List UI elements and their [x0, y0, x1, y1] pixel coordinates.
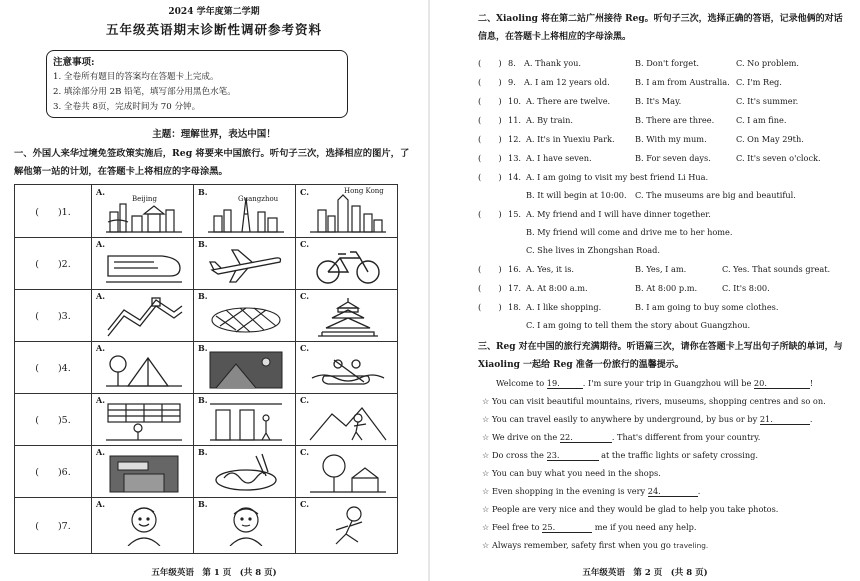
choice-a: A. It's in Yuexiu Park.	[526, 134, 615, 144]
tip-text-end: .	[809, 414, 813, 424]
answer-paren[interactable]: ( )	[478, 78, 502, 88]
tip-6	[482, 486, 700, 497]
tip-text: ☆ Always remember, safety first when you go	[482, 540, 674, 550]
exam-title: 五年级英语期末诊断性调研参考资料	[105, 22, 322, 37]
option-letter: C.	[300, 395, 310, 405]
question-number: 17.	[508, 283, 522, 293]
question-number: ( )4.	[15, 341, 92, 393]
option-c[interactable]	[296, 185, 397, 237]
happy-boy-picture	[104, 504, 184, 546]
option-c[interactable]	[296, 341, 397, 393]
notice-line-3: 3. 全卷共 8页，完成时间为 70 分钟。	[53, 102, 201, 112]
notice-heading: 注意事项:	[53, 57, 95, 68]
choice-c: C. I am fine.	[736, 115, 787, 125]
choice-a: A. My friend and I will have dinner together.	[526, 209, 711, 219]
answer-paren[interactable]: ( )	[478, 97, 502, 107]
tip-text: ☆ Do cross the	[482, 450, 547, 460]
theme-line: 主题：理解世界，表达中国！	[152, 129, 276, 140]
notice-line-2: 2. 填涂部分用 2B 铅笔，填写部分用黑色水笔。	[53, 87, 236, 97]
hiking-picture	[308, 400, 388, 442]
birds-nest-stadium-picture	[206, 296, 286, 338]
option-a[interactable]	[92, 341, 194, 393]
notice-box	[46, 50, 348, 118]
option-letter: C.	[300, 187, 310, 197]
option-letter: B.	[198, 187, 208, 197]
question-number: 12.	[508, 134, 522, 144]
question-row-6	[15, 445, 397, 498]
choice-a: A. There are twelve.	[526, 96, 611, 106]
exam-page-2	[430, 0, 860, 581]
option-letter: B.	[198, 239, 208, 249]
option-letter: B.	[198, 395, 208, 405]
question-number: ( )7.	[15, 497, 92, 553]
tip-7	[482, 504, 778, 514]
tip-text: ☆ You can visit beautiful mountains, rivers, museums, shopping centres and so on.	[482, 396, 826, 406]
question-number: 18.	[508, 302, 522, 312]
question-number: 9.	[508, 77, 516, 87]
option-b[interactable]	[194, 393, 296, 445]
option-a[interactable]	[92, 393, 194, 445]
choice-c: C. I'm Reg.	[736, 77, 782, 87]
choice-c: C. It's 8:00.	[722, 283, 770, 293]
tip-text: ☆ We drive on the	[482, 432, 560, 442]
option-letter: B.	[198, 291, 208, 301]
answer-paren[interactable]: ( )	[478, 265, 502, 275]
choice-c: C. No problem.	[736, 58, 800, 68]
temple-of-heaven-picture	[308, 296, 388, 338]
airplane-picture	[206, 244, 286, 286]
option-b[interactable]	[194, 341, 296, 393]
tip-1	[482, 396, 826, 406]
option-letter: C.	[300, 239, 310, 249]
option-a[interactable]	[92, 237, 194, 289]
metro-station-picture	[206, 400, 286, 442]
choice-a: A. Thank you.	[524, 58, 582, 68]
option-letter: A.	[96, 187, 105, 197]
tip-3	[482, 432, 760, 443]
city-caption: Beijing	[132, 195, 157, 203]
section-3-instructions: 三、Reg 对在中国的旅行充满期待。听语篇三次，请你在答题卡上写出句子所缺的单词，与 Xiaoling 一起给 Reg 准备一份旅行的温馨提示。	[478, 342, 843, 370]
blank-22[interactable]: 22.	[560, 432, 612, 443]
question-number: ( )6.	[15, 445, 92, 497]
section-1-instructions: 一、外国人来华过境免签政策实施后，Reg 将要来中国旅行。听句子三次，选择相应的图片，了解他第一站的计划，在答题卡上将相应的字母涂黑。	[14, 148, 410, 177]
choice-a: A. I am 12 years old.	[524, 77, 610, 87]
answer-paren[interactable]: ( )	[478, 135, 502, 145]
option-c[interactable]	[296, 237, 397, 289]
blank-21[interactable]: 21.	[760, 414, 810, 425]
option-letter: A.	[96, 499, 105, 509]
option-letter: A.	[96, 239, 105, 249]
option-a[interactable]	[92, 497, 194, 553]
option-a[interactable]	[92, 185, 194, 237]
choice-c: C. The museums are big and beautiful.	[635, 190, 796, 200]
tip-8	[482, 522, 696, 533]
welcome-text: Welcome to	[496, 378, 547, 388]
great-wall-picture	[104, 296, 184, 338]
question-row-2	[15, 237, 397, 290]
question-row-1	[15, 185, 397, 238]
tip-text: ☆ People are very nice and they would be glad to help you take photos.	[482, 504, 779, 514]
option-b[interactable]	[194, 185, 296, 237]
choice-a: A. Yes, it is.	[526, 264, 574, 274]
option-letter: C.	[300, 343, 310, 353]
tip-text-end: .	[697, 486, 701, 496]
beijing-skyline-picture	[104, 192, 184, 234]
city-caption: Guangzhou	[238, 195, 279, 203]
choice-c: C. Yes. That sounds great.	[722, 264, 831, 274]
option-c[interactable]	[296, 289, 397, 341]
option-letter: A.	[96, 395, 105, 405]
choice-b: B. There are three.	[635, 115, 715, 125]
option-letter: B.	[198, 447, 208, 457]
exam-page-1	[0, 0, 428, 581]
welcome-line	[496, 378, 813, 389]
option-b[interactable]	[194, 289, 296, 341]
night-street-picture	[206, 348, 286, 390]
handwritten-word: traveling.	[673, 541, 709, 550]
answer-paren[interactable]: ( )	[478, 116, 502, 126]
page-footer: 五年级英语 第 1 页 (共 8 页)	[151, 568, 277, 578]
blank-25[interactable]: 25.	[542, 522, 592, 533]
camping-tent-picture	[104, 348, 184, 390]
option-c[interactable]	[296, 445, 397, 497]
notice-line-1: 1. 全卷所有题目的答案均在答题卡上完成。	[53, 72, 219, 82]
choice-b: B. My friend will come and drive me to her home.	[526, 227, 733, 237]
question-number: 11.	[508, 115, 522, 125]
school-year-label: 2024 学年度第二学期	[168, 7, 260, 17]
choice-c: C. She lives in Zhongshan Road.	[526, 245, 660, 255]
option-c[interactable]	[296, 497, 397, 553]
option-letter: C.	[300, 447, 310, 457]
question-number: 14.	[508, 172, 522, 182]
choice-c: C. It's summer.	[736, 96, 799, 106]
choice-a: A. I like shopping.	[526, 302, 602, 312]
answer-paren[interactable]: ( )	[478, 59, 502, 69]
choice-b: B. It's May.	[635, 96, 682, 106]
choice-b: B. It will begin at 10:00.	[526, 190, 627, 200]
option-letter: A.	[96, 343, 105, 353]
tip-4	[482, 450, 758, 461]
question-row-7	[15, 497, 397, 553]
question-row-4	[15, 341, 397, 394]
picture-choice-table	[14, 184, 398, 554]
section-2-instructions: 二、Xiaoling 将在第二站广州接待 Reg。听句子三次，选择正确的答语，记录他俩的对话信息，在答题卡上将相应的字母涂黑。	[478, 14, 843, 42]
answer-paren[interactable]: ( )	[478, 284, 502, 294]
tip-text-end: . That's different from your country.	[611, 432, 761, 442]
blank-20[interactable]: 20.	[754, 378, 810, 389]
question-row-3	[15, 289, 397, 342]
blank-23[interactable]: 23.	[547, 450, 599, 461]
choice-a: A. I have seven.	[526, 153, 592, 163]
tip-text: ☆ Even shopping in the evening is very	[482, 486, 648, 496]
answer-paren[interactable]: ( )	[478, 173, 502, 183]
bank-picture	[104, 452, 184, 494]
smiling-boy-picture	[206, 504, 286, 546]
question-number: ( )2.	[15, 237, 92, 289]
tip-text-end: me if you need any help.	[592, 522, 697, 532]
running-boy-picture	[308, 504, 388, 546]
question-number: ( )5.	[15, 393, 92, 445]
option-letter: A.	[96, 291, 105, 301]
option-letter: C.	[300, 291, 310, 301]
question-number: 15.	[508, 209, 522, 219]
choice-b: B. For seven days.	[635, 153, 711, 163]
tip-9	[482, 540, 708, 550]
question-number: 10.	[508, 96, 522, 106]
option-b[interactable]	[194, 237, 296, 289]
tip-text: ☆ You can travel easily to anywhere by underground, by bus or by	[482, 414, 760, 424]
option-c[interactable]	[296, 393, 397, 445]
option-letter: C.	[300, 499, 310, 509]
choice-b: B. At 8:00 p.m.	[635, 283, 698, 293]
choice-b: B. I am going to buy some clothes.	[635, 302, 779, 312]
guangzhou-skyline-picture	[206, 192, 286, 234]
question-number: 13.	[508, 153, 522, 163]
question-number: 8.	[508, 58, 516, 68]
answer-paren[interactable]: ( )	[478, 303, 502, 313]
tip-text: ☆ You can buy what you need in the shops.	[482, 468, 661, 478]
option-a[interactable]	[92, 445, 194, 497]
blank-24[interactable]: 24.	[648, 486, 698, 497]
question-number: ( )3.	[15, 289, 92, 341]
hong-kong-skyline-picture	[308, 192, 388, 234]
option-letter: B.	[198, 499, 208, 509]
answer-paren[interactable]: ( )	[478, 154, 502, 164]
option-b[interactable]	[194, 497, 296, 553]
tip-text-end: at the traffic lights or safety crossing.	[598, 450, 758, 460]
welcome-text-end: !	[809, 378, 814, 388]
tip-2	[482, 414, 812, 425]
blank-19[interactable]: 19.	[547, 378, 583, 389]
question-row-5	[15, 393, 397, 446]
option-b[interactable]	[194, 445, 296, 497]
shop-counter-picture	[104, 400, 184, 442]
bicycle-picture	[308, 244, 388, 286]
park-tree-picture	[308, 452, 388, 494]
question-number: 16.	[508, 264, 522, 274]
choice-c: C. It's seven o'clock.	[736, 153, 821, 163]
option-letter: B.	[198, 343, 208, 353]
choice-c: C. On May 29th.	[736, 134, 804, 144]
option-letter: A.	[96, 447, 105, 457]
choice-b: B. With my mum.	[635, 134, 707, 144]
choice-a: A. At 8:00 a.m.	[526, 283, 588, 293]
choice-a: A. I am going to visit my best friend Li Hua.	[526, 172, 709, 182]
tip-text: ☆ Feel free to	[482, 522, 543, 532]
choice-a: A. By train.	[526, 115, 573, 125]
train-picture	[104, 244, 184, 286]
option-a[interactable]	[92, 289, 194, 341]
tip-5	[482, 468, 661, 478]
question-number: ( )1.	[15, 185, 92, 237]
answer-paren[interactable]: ( )	[478, 210, 502, 220]
page-footer: 五年级英语 第 2 页 (共 8 页)	[582, 568, 708, 578]
noodles-dish-picture	[206, 452, 286, 494]
choice-b: B. Don't forget.	[635, 58, 699, 68]
rafting-picture	[308, 348, 388, 390]
choice-b: B. I am from Australia.	[635, 77, 730, 87]
welcome-text-mid: . I'm sure your trip in Guangzhou will be	[582, 378, 754, 388]
city-caption: Hong Kong	[344, 187, 384, 195]
choice-c: C. I am going to tell them the story about Guangzhou.	[526, 320, 751, 330]
choice-b: B. Yes, I am.	[635, 264, 687, 274]
